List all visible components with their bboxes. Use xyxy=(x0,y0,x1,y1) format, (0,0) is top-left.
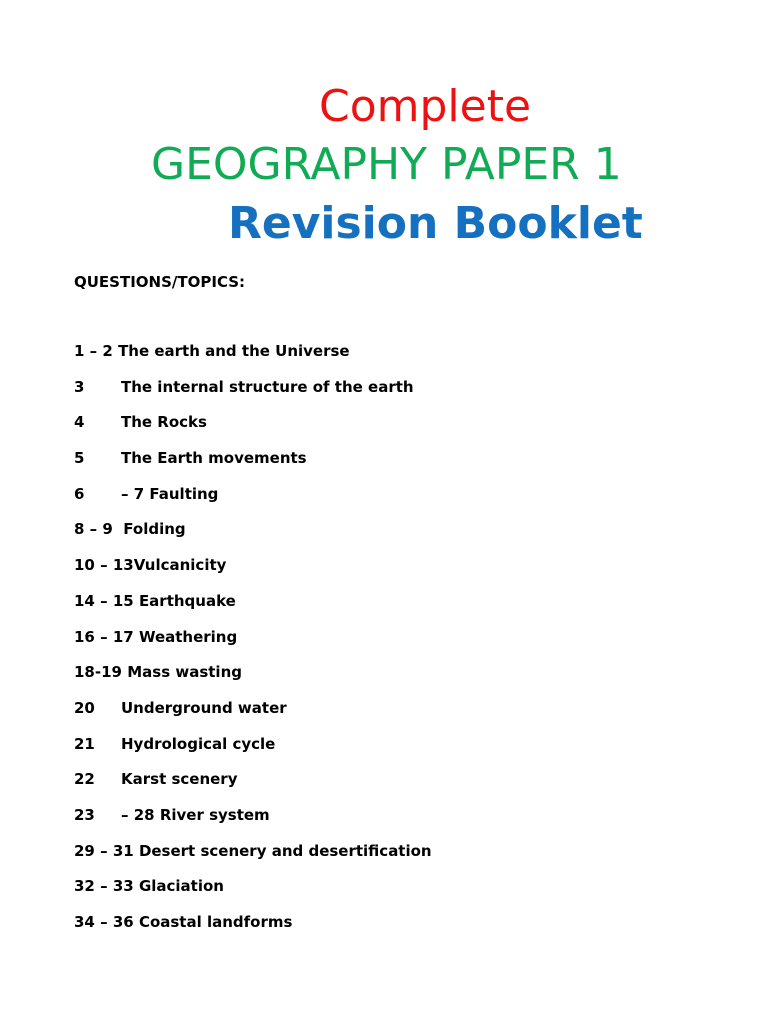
topic-title: Folding xyxy=(123,520,186,539)
topic-number: 29 – 31 xyxy=(74,841,134,860)
title-revision-booklet: Revision Booklet xyxy=(228,198,643,249)
topic-title: Mass wasting xyxy=(127,663,242,682)
topic-number: 4 xyxy=(74,413,85,432)
topic-title: Underground water xyxy=(121,698,287,717)
topic-title: The earth and the Universe xyxy=(118,342,350,360)
topic-title: The Rocks xyxy=(121,413,207,432)
topics-list xyxy=(74,342,432,949)
topic-title: Weathering xyxy=(138,627,238,646)
topic-title: The Earth movements xyxy=(121,449,307,468)
topic-item xyxy=(74,342,432,378)
topic-number: 14 – 15 xyxy=(74,591,134,610)
topic-title: Karst scenery xyxy=(121,770,238,789)
topic-title: Coastal landforms xyxy=(138,913,293,931)
topic-title: Earthquake xyxy=(138,591,236,610)
topic-item xyxy=(74,449,432,485)
topic-item xyxy=(74,592,432,628)
title-geography-paper: GEOGRAPHY PAPER 1 xyxy=(151,139,622,190)
topic-item xyxy=(74,378,432,414)
topic-number: 22 xyxy=(74,770,95,789)
topic-item xyxy=(74,770,432,806)
topic-item xyxy=(74,663,432,699)
topic-item xyxy=(74,735,432,771)
topic-item xyxy=(74,806,432,842)
topic-title: Glaciation xyxy=(138,877,224,896)
title-complete: Complete xyxy=(319,81,532,132)
topic-item xyxy=(74,877,432,913)
topic-number: 34 – 36 xyxy=(74,913,134,931)
topic-title: The internal structure of the earth xyxy=(121,377,414,396)
topic-number: 8 – 9 xyxy=(74,520,113,539)
topic-number: 1 – 2 xyxy=(74,342,113,360)
topic-item xyxy=(74,413,432,449)
topic-number: 18-19 xyxy=(74,663,122,682)
topic-item xyxy=(74,699,432,735)
topic-item xyxy=(74,520,432,556)
topic-item xyxy=(74,485,432,521)
topic-item xyxy=(74,628,432,664)
topic-item xyxy=(74,556,432,592)
topic-number: 10 – 13 xyxy=(74,556,134,575)
topic-title: Vulcanicity xyxy=(133,556,227,575)
topic-title: Desert scenery and desertification xyxy=(138,841,432,860)
topic-number: 20 xyxy=(74,698,95,717)
topic-title: – 7 Faulting xyxy=(121,484,219,503)
section-heading: QUESTIONS/TOPICS: xyxy=(74,273,246,291)
topic-title: Hydrological cycle xyxy=(121,734,276,753)
topic-number: 5 xyxy=(74,449,85,468)
topic-item xyxy=(74,842,432,878)
topic-number: 21 xyxy=(74,734,95,753)
topic-number: 6 xyxy=(74,484,85,503)
topic-title: – 28 River system xyxy=(121,805,270,824)
topic-number: 32 – 33 xyxy=(74,877,134,896)
topic-number: 16 – 17 xyxy=(74,627,134,646)
topic-item xyxy=(74,913,432,949)
topic-number: 23 xyxy=(74,805,95,824)
topic-number: 3 xyxy=(74,377,85,396)
